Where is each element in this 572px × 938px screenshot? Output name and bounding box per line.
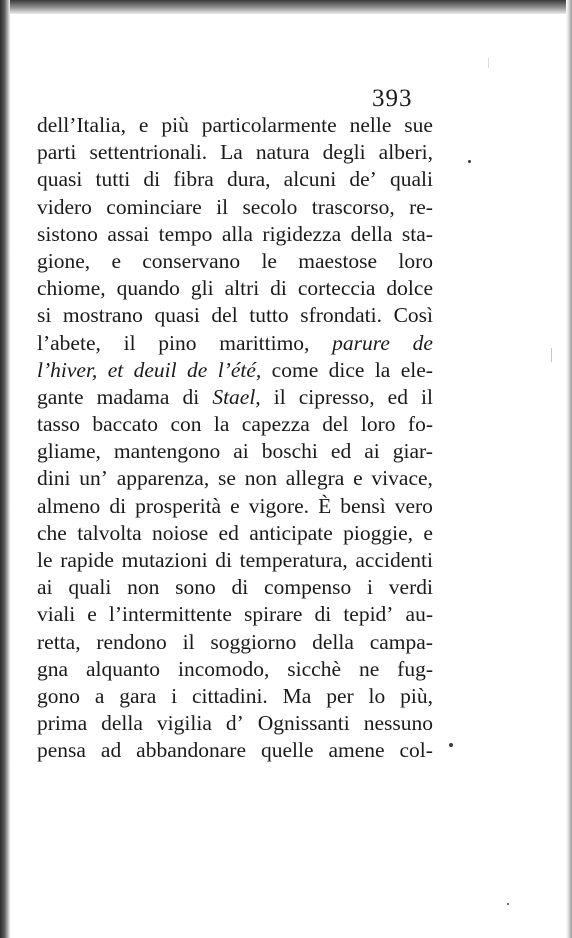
text-line	[37, 139, 433, 166]
word: del	[322, 412, 349, 437]
italic-word: de	[412, 330, 433, 355]
word: Ognissanti	[257, 711, 350, 736]
word: di	[143, 167, 161, 192]
text-line	[37, 411, 433, 438]
word: se	[218, 466, 236, 491]
word: mutazioni	[121, 548, 208, 572]
word: gara	[119, 683, 157, 708]
word: dice	[328, 357, 365, 382]
word: il	[216, 194, 229, 219]
word: natura	[255, 140, 310, 165]
word: dolce	[386, 276, 433, 301]
word: pensa	[37, 738, 86, 763]
word: assai	[107, 221, 150, 246]
text-line	[37, 493, 433, 520]
word: nessuno	[363, 711, 433, 736]
word: cittadini.	[191, 683, 268, 708]
word: degli	[322, 140, 366, 165]
word: ed	[387, 384, 408, 409]
word: alquanto	[85, 656, 161, 681]
word: di	[270, 276, 287, 301]
word: quali	[68, 575, 112, 600]
word: di	[215, 548, 232, 572]
word: e	[353, 466, 363, 491]
word: de’	[349, 167, 377, 192]
text-line	[37, 629, 433, 656]
word: rigidezza	[262, 221, 342, 246]
word: dini	[37, 466, 71, 491]
word: e	[423, 520, 433, 545]
word: spirare	[243, 602, 303, 627]
word: prima	[37, 711, 88, 736]
word: le	[261, 248, 277, 273]
word: allegra	[285, 466, 345, 491]
italic-word: de	[187, 357, 208, 382]
word: ai	[233, 439, 249, 464]
word: la	[213, 412, 230, 437]
word: alberi,	[378, 140, 433, 165]
word: alla	[221, 221, 253, 246]
word: bensì	[340, 493, 386, 518]
word: accidenti	[355, 548, 433, 572]
word: di	[231, 575, 249, 600]
word: per	[326, 683, 354, 708]
word: con	[170, 412, 202, 437]
text-line	[37, 737, 433, 764]
word: le	[37, 548, 53, 572]
word: quelle	[260, 738, 314, 763]
word: marittimo,	[219, 330, 310, 355]
word: tutto	[249, 303, 289, 328]
italic-word: l’hiver,	[37, 357, 98, 382]
word: Ma	[282, 683, 312, 708]
text-line	[37, 112, 433, 139]
word: ele-	[400, 357, 433, 382]
word: sta-	[401, 221, 433, 246]
word: rendono	[96, 629, 167, 654]
word: trascorso,	[311, 194, 395, 219]
italic-word: deuil	[133, 357, 177, 382]
word: fibra	[173, 167, 214, 192]
word: baccato	[92, 412, 159, 437]
word: vivace,	[371, 466, 433, 491]
word: gli	[190, 276, 214, 301]
word: il	[421, 384, 433, 409]
word: abbandonare	[136, 738, 246, 763]
word: maestose	[298, 248, 378, 273]
word: soggiorno	[210, 629, 297, 654]
word: i	[367, 575, 373, 600]
italic-word: Stael,	[212, 384, 261, 409]
word: lo	[368, 683, 386, 708]
text-line	[37, 683, 433, 710]
word: apparenza,	[116, 466, 210, 491]
word: rapide	[60, 548, 114, 572]
word: corteccia	[297, 276, 376, 301]
word: È	[318, 493, 332, 518]
text-line	[37, 302, 433, 329]
text-line	[37, 574, 433, 601]
word: l’intermittente	[108, 602, 232, 627]
word: tempo	[158, 221, 213, 246]
word: retta,	[37, 629, 81, 654]
italic-word: parure	[332, 330, 390, 355]
word: non	[127, 575, 160, 600]
text-line	[37, 384, 433, 411]
word: quando	[116, 276, 180, 301]
page-binding-shadow	[0, 0, 10, 938]
word: come	[271, 357, 319, 382]
text-line	[37, 438, 433, 465]
word: vigore.	[248, 493, 310, 518]
word: e	[87, 602, 97, 627]
word: giar-	[392, 439, 433, 464]
word: tasso	[37, 412, 80, 437]
word: del	[211, 303, 238, 328]
word: La	[220, 140, 243, 165]
word: boschi	[261, 439, 318, 464]
word: fug-	[397, 656, 433, 681]
word: quasi	[154, 303, 200, 328]
word: d’	[225, 711, 244, 736]
word: altri	[224, 276, 260, 301]
word: Così	[393, 303, 433, 328]
word: prosperità	[135, 493, 222, 518]
text-line	[37, 547, 433, 574]
word: sfrondati.	[300, 303, 383, 328]
word: viali	[37, 602, 76, 627]
word: campa-	[369, 629, 433, 654]
word: sono	[175, 575, 216, 600]
word: cipresso,	[298, 384, 375, 409]
word: re-	[409, 194, 433, 219]
word: quasi	[37, 167, 83, 192]
word: la	[374, 357, 391, 382]
word: mantengono	[113, 439, 221, 464]
text-line	[37, 710, 433, 737]
body-text	[37, 112, 433, 765]
text-line	[37, 465, 433, 492]
word: più,	[400, 683, 433, 708]
word: della	[350, 221, 393, 246]
paper-scratch	[551, 348, 552, 362]
word: il	[123, 330, 136, 355]
word: sicchè	[287, 656, 341, 681]
text-line	[37, 166, 433, 193]
word: ai	[364, 439, 380, 464]
text-line	[37, 194, 433, 221]
word: l’abete,	[37, 330, 101, 355]
paper-speck	[468, 160, 471, 163]
word: particolarmente	[201, 113, 337, 137]
word: pino	[158, 330, 197, 355]
word: quali	[389, 167, 433, 192]
word: sistono	[37, 221, 98, 246]
word: tepid’	[343, 602, 394, 627]
word: gna	[37, 656, 69, 681]
word: di	[182, 384, 200, 409]
word: tutti	[95, 167, 131, 192]
page-top-shadow	[0, 0, 572, 14]
italic-word: et	[107, 357, 124, 382]
word: noiose	[152, 520, 209, 545]
word: parti	[37, 140, 77, 165]
text-line	[37, 656, 433, 683]
word: au-	[405, 602, 433, 627]
word: conservano	[142, 248, 241, 273]
word: dura,	[226, 167, 271, 192]
word: cominciare	[106, 194, 202, 219]
word: pioggie,	[343, 520, 414, 545]
word: il	[182, 629, 195, 654]
word: mostrano	[62, 303, 143, 328]
word: secolo	[242, 194, 298, 219]
text-line	[37, 601, 433, 628]
word: ad	[100, 738, 122, 763]
page-right-shadow	[566, 0, 572, 938]
word: e	[230, 493, 240, 518]
word: madama	[96, 384, 170, 409]
text-line	[37, 330, 433, 357]
text-line	[37, 221, 433, 248]
word: compenso	[264, 575, 352, 600]
paper-speck	[449, 743, 453, 747]
word: e	[138, 113, 149, 137]
text-line	[37, 520, 433, 547]
word: il	[273, 384, 286, 409]
word: loro	[360, 412, 396, 437]
word: ed	[330, 439, 352, 464]
word: i	[171, 683, 178, 708]
word: vigilia	[156, 711, 212, 736]
word: ne	[358, 656, 380, 681]
word: e	[111, 248, 121, 273]
text-line	[37, 357, 433, 384]
word: chiome,	[37, 276, 106, 301]
paper-scratch	[488, 58, 489, 68]
word: almeno	[37, 493, 101, 518]
paper-speck	[507, 903, 509, 905]
word: alcuni	[283, 167, 337, 192]
word: temperatura,	[239, 548, 348, 572]
word: a	[94, 683, 105, 708]
text-line	[37, 275, 433, 302]
text-line	[37, 248, 433, 275]
word: ai	[37, 575, 53, 600]
word: settentrionali.	[89, 140, 208, 165]
word: verdi	[388, 575, 433, 600]
page-number: 393	[372, 85, 413, 112]
word: dell’Italia,	[37, 113, 126, 137]
word: gione,	[37, 248, 91, 273]
word: che	[37, 520, 67, 545]
word: di	[314, 602, 332, 627]
word: gono	[37, 683, 80, 708]
word: col-	[399, 738, 433, 763]
word: della	[312, 629, 354, 654]
word: videro	[37, 194, 92, 219]
word: sue	[404, 113, 433, 137]
word: incomodo,	[177, 656, 270, 681]
word: loro	[398, 248, 433, 273]
word: ed	[218, 520, 239, 545]
word: nelle	[349, 113, 392, 137]
word: di	[109, 493, 127, 518]
word: amene	[328, 738, 385, 763]
word: si	[37, 303, 52, 328]
word: fo-	[407, 412, 433, 437]
word: non	[244, 466, 277, 491]
word: anticipate	[249, 520, 333, 545]
word: della	[101, 711, 143, 736]
word: capezza	[241, 412, 310, 437]
word: vero	[394, 493, 433, 518]
word: gante	[37, 384, 84, 409]
word: gliame,	[37, 439, 101, 464]
word: più	[161, 113, 189, 137]
word: un’	[79, 466, 108, 491]
italic-word: l’été,	[217, 357, 262, 382]
word: talvolta	[77, 520, 142, 545]
